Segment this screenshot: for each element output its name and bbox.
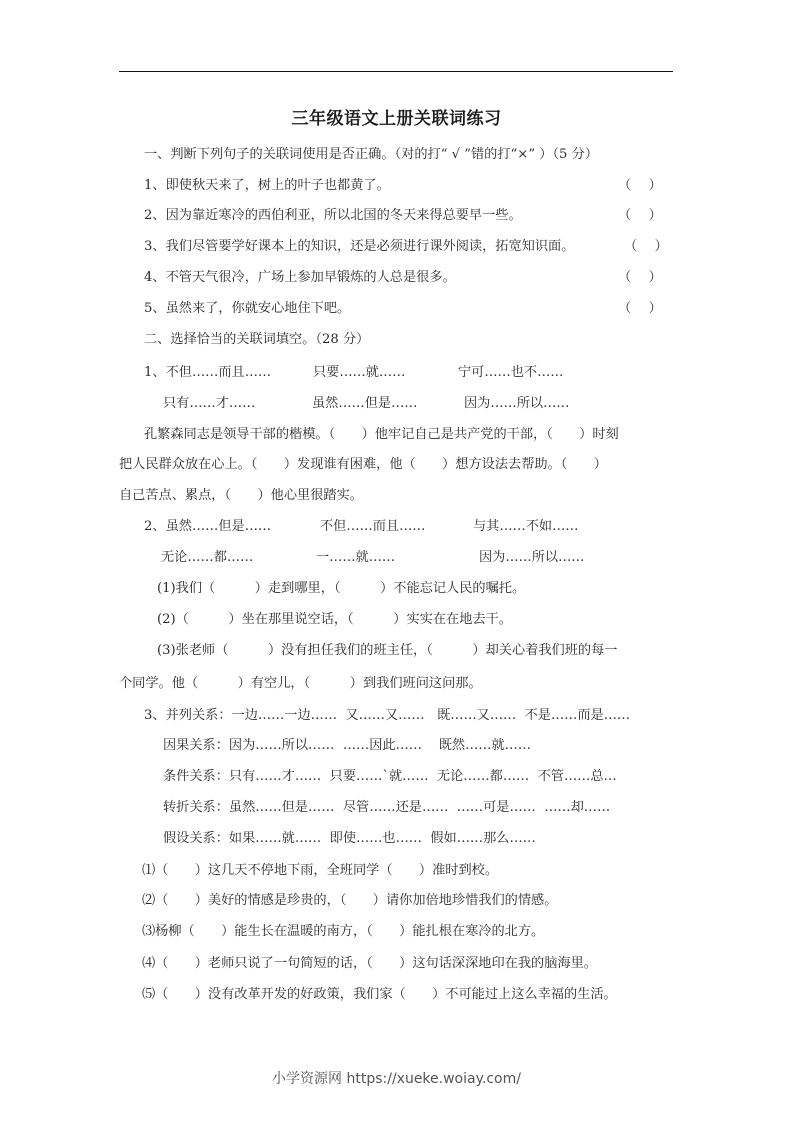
answer-blank-1[interactable]: （ ） <box>618 178 662 193</box>
q3-sentence-3: ⑶杨柳（ ）能生长在温暖的南方，（ ）能扎根在寒冷的北方。 <box>142 924 545 939</box>
q3-sentence-1: ⑴（ ）这几天不停地下雨，全班同学（ ）准时到校。 <box>142 863 499 878</box>
q1-passage-line-1: 孔繁森同志是领导干部的楷模。（ ）他牢记自己是共产党的干部，（ ）时刻 <box>144 427 619 442</box>
q2-option: 2、虽然……但是…… <box>144 519 272 534</box>
q1-option: 只要……就…… <box>313 365 406 380</box>
answer-blank-2[interactable]: （ ） <box>618 208 662 223</box>
q2-option: 因为……所以…… <box>479 550 585 565</box>
judge-item-1: 1、即使秋天来了，树上的叶子也都黄了。 <box>144 178 390 193</box>
q2-sentence-3: (3)张老师（ ）没有担任我们的班主任，（ ）却关心着我们班的每一 <box>157 643 618 658</box>
header-rule <box>119 71 673 72</box>
footer-watermark: 小学资源网 https://xueke.woiay.com/ <box>272 1071 521 1087</box>
q1-option: 虽然……但是…… <box>312 396 418 411</box>
q2-sentence-2: (2)（ ）坐在那里说空话，（ ）实实在在地去干。 <box>157 612 512 627</box>
answer-blank-5[interactable]: （ ） <box>618 301 662 316</box>
q3-sentence-5: ⑸（ ）没有改革开发的好政策，我们家（ ）不可能过上这么幸福的生活。 <box>142 987 617 1002</box>
q1-option: 1、不但……而且…… <box>144 365 272 380</box>
q3-relation-adversative: 转折关系：虽然……但是…… 尽管……还是…… ……可是…… ……却…… <box>163 800 611 815</box>
q1-option: 因为……所以…… <box>464 396 570 411</box>
judge-item-2: 2、因为靠近寒冷的西伯利亚，所以北国的冬天来得总要早一些。 <box>144 208 522 223</box>
q3-relation-causal: 因果关系：因为……所以…… ……因此…… 既然……就…… <box>163 738 532 753</box>
q2-sentence-3-cont: 个同学。他（ ）有空儿，（ ）到我们班问这问那。 <box>119 676 482 691</box>
judge-item-4: 4、不管天气很冷，广场上参加早锻炼的人总是很多。 <box>144 270 456 285</box>
q3-relation-conditional: 条件关系：只有……才…… 只要……`就…… 无论……都…… 不管……总… <box>163 769 617 784</box>
answer-blank-3[interactable]: （ ） <box>624 239 668 254</box>
q3-relation-parallel: 3、并列关系：一边……一边…… 又……又…… 既……又…… 不是……而是…… <box>144 708 631 723</box>
judge-item-5: 5、虽然来了，你就安心地住下吧。 <box>144 301 351 316</box>
q1-passage-line-2: 把人民群众放在心上。（ ）发现谁有困难，他（ ）想方设法去帮助。（ ） <box>119 457 607 472</box>
q1-option: 只有……才…… <box>163 396 256 411</box>
q3-sentence-2: ⑵（ ）美好的情感是珍贵的，（ ）请你加倍地珍惜我们的情感。 <box>142 893 558 908</box>
q2-option: 与其……不如…… <box>473 519 579 534</box>
q2-option: 一……就…… <box>316 550 396 565</box>
q3-relation-hypothetical: 假设关系：如果……就…… 即使……也…… 假如……那么…… <box>163 831 536 846</box>
q3-sentence-4: ⑷（ ）老师只说了一句简短的话，（ ）这句话深深地印在我的脑海里。 <box>142 956 597 971</box>
q2-sentence-1: (1)我们（ ）走到哪里，（ ）不能忘记人民的嘱托。 <box>157 581 526 596</box>
page-title: 三年级语文上册关联词练习 <box>291 109 502 129</box>
judge-item-3: 3、我们尽管要学好课本上的知识，还是必须进行课外阅读，拓宽知识面。 <box>144 239 575 254</box>
q2-option: 无论……都…… <box>161 550 254 565</box>
q2-option: 不但……而且…… <box>320 519 426 534</box>
q1-passage-line-3: 自己苦点、累点，（ ）他心里很踏实。 <box>119 488 363 503</box>
section2-heading: 二、选择恰当的关联词填空。（28 分） <box>144 332 370 347</box>
section1-heading: 一、判断下列句子的关联词使用是否正确。（对的打“ √ ”错的打“×” ）（5 分） <box>144 147 599 162</box>
q1-option: 宁可……也不…… <box>458 365 564 380</box>
answer-blank-4[interactable]: （ ） <box>618 270 662 285</box>
